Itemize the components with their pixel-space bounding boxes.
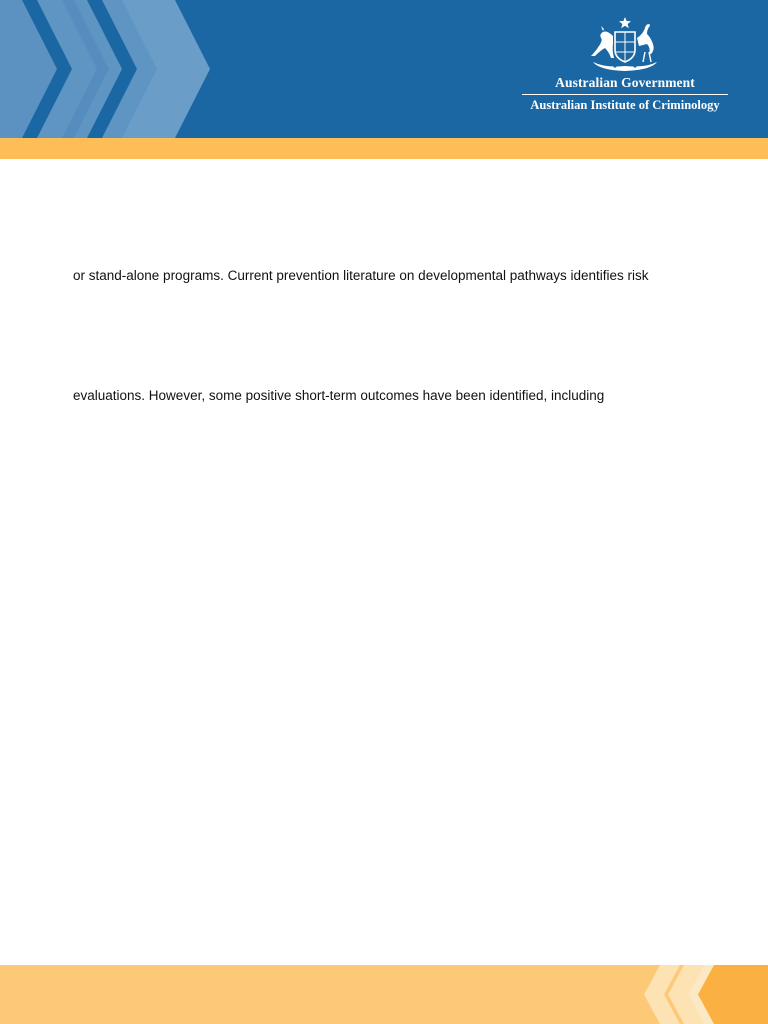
header-divider xyxy=(522,94,728,95)
chevron-left-icon xyxy=(628,965,768,1024)
body-text-line: or stand-alone programs. Current prevention literature on developmental pathways identifies risk xyxy=(73,268,649,283)
page-header xyxy=(0,0,768,138)
government-title: Australian Government xyxy=(555,75,695,90)
coat-of-arms-icon xyxy=(585,16,665,72)
header-accent-band xyxy=(0,138,768,159)
chevron-right-icon xyxy=(0,0,230,138)
agency-name: Australian Institute of Criminology xyxy=(530,98,720,112)
body-text-line: evaluations. However, some positive short-term outcomes have been identified, including xyxy=(73,388,605,403)
page-footer xyxy=(0,965,768,1024)
